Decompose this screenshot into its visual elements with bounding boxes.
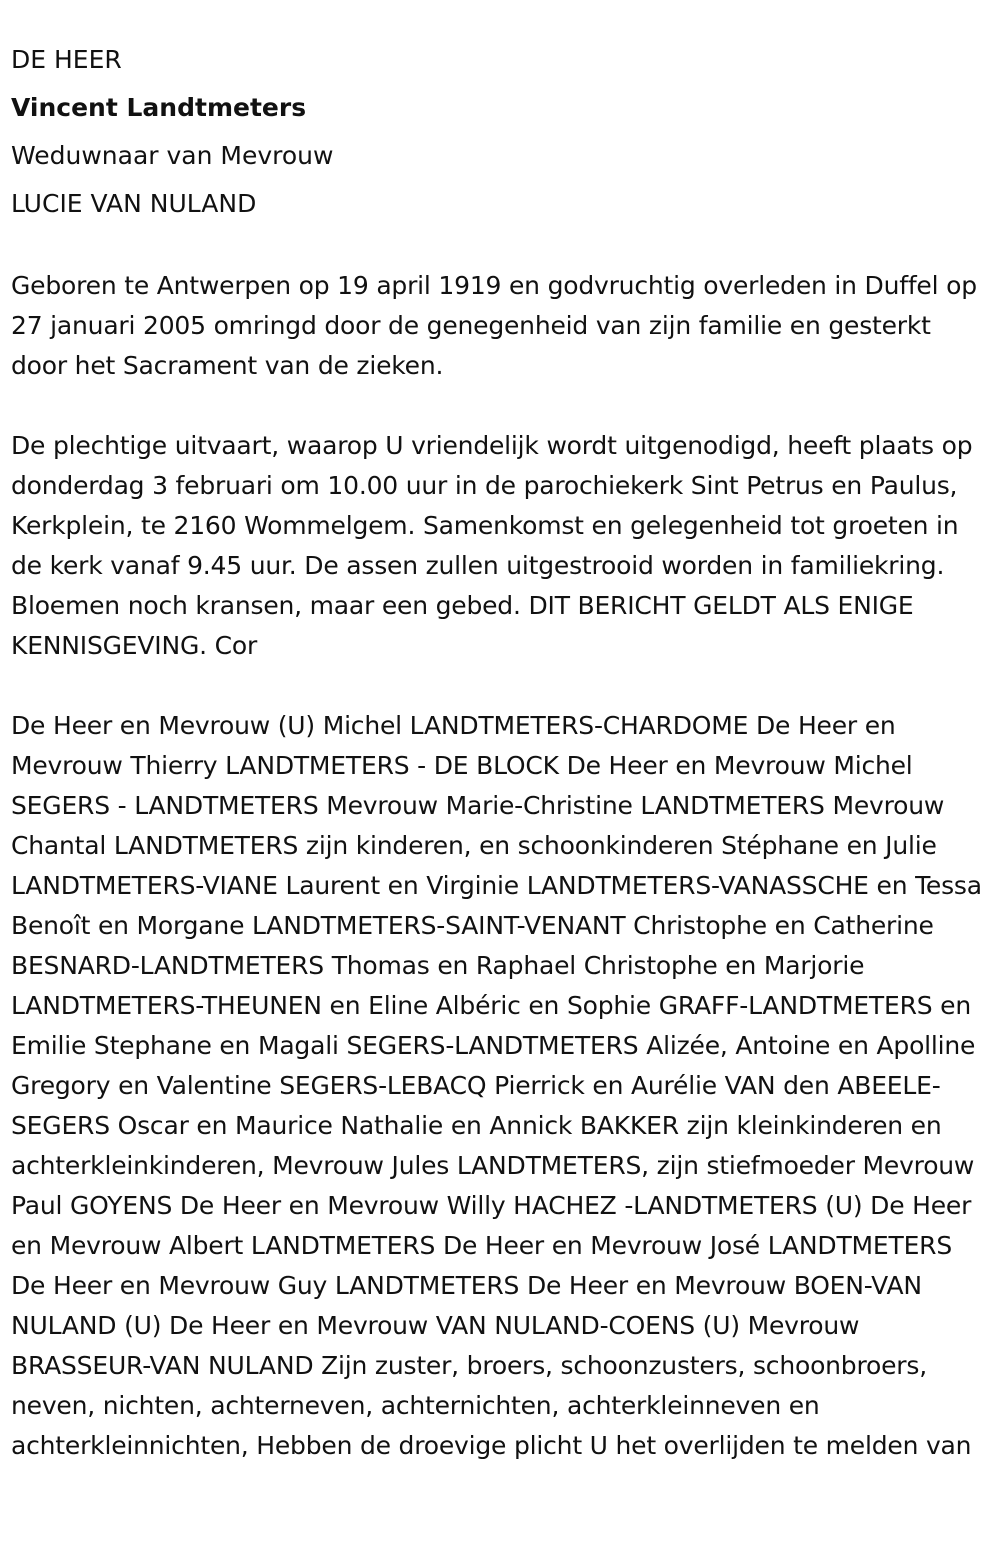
funeral-paragraph: De plechtige uitvaart, waarop U vriendelijk wordt uitgenodigd, heeft plaats op donderdag 3 februari om 10.00 uur in de parochiekerk Sint Petrus en Paulus, Kerkplein, te 2160 Wommelgem. Samenkomst en gelegenheid tot groeten in de kerk vanaf 9.45 uur. De assen zullen uitgestrooid worden in familiekring. Bloemen noch kransen, maar een gebed. DIT BERICHT GELDT ALS ENIGE KENNISGEVING. Cor [11,431,973,660]
deceased-name: Vincent Landtmeters [11,93,307,122]
spouse-name: LUCIE VAN NULAND [11,189,257,218]
family-paragraph: De Heer en Mevrouw (U) Michel LANDTMETERS-CHARDOME De Heer en Mevrouw Thierry LANDTMETERS - DE BLOCK De Heer en Mevrouw Michel SEGERS - LANDTMETERS Mevrouw Marie-Christine LANDTMETERS Mevrouw Chantal LANDTMETERS zijn kinderen, en schoonkinderen Stéphane en Julie LANDTMETERS-VIANE Laurent en Virginie LANDTMETERS-VANASSCHE en Tessa Benoît en Morgane LANDTMETERS-SAINT-VENANT Christophe en Catherine BESNARD-LANDTMETERS Thomas en Raphael Christophe en Marjorie LANDTMETERS-THEUNEN en Eline Albéric en Sophie GRAFF-LANDTMETERS en Emilie Stephane en Magali SEGERS-LANDTMETERS Alizée, Antoine en Apolline Gregory en Valentine SEGERS-LEBACQ Pierrick en Aurélie VAN den ABEELE-SEGERS Oscar en Maurice Nathalie en Annick BAKKER zijn kleinkinderen en achterkleinkinderen, Mevrouw Jules LANDTMETERS, zijn stiefmoeder Mevrouw Paul GOYENS De Heer en Mevrouw Willy HACHEZ -LANDTMETERS (U) De Heer en Mevrouw Albert LANDTMETERS De Heer en Mevrouw José LANDTMETERS De Heer en Mevrouw Guy LANDTMETERS De Heer en Mevrouw BOEN-VAN NULAND (U) De Heer en Mevrouw VAN NULAND-COENS (U) Mevrouw BRASSEUR-VAN NULAND Zijn zuster, broers, schoonzusters, schoonbroers, neven, nichten, achterneven, achternichten, achterkleinneven en achterkleinnichten, Hebben de droevige plicht U het overlijden te melden van [11,711,982,1460]
birth-death-paragraph: Geboren te Antwerpen op 19 april 1919 en godvruchtig overleden in Duffel op 27 januari 2005 omringd door de genegenheid van zijn familie en gesterkt door het Sacrament van de zieken. [11,271,977,380]
honorific-title: DE HEER [11,45,122,74]
widower-line: Weduwnaar van Mevrouw [11,141,334,170]
